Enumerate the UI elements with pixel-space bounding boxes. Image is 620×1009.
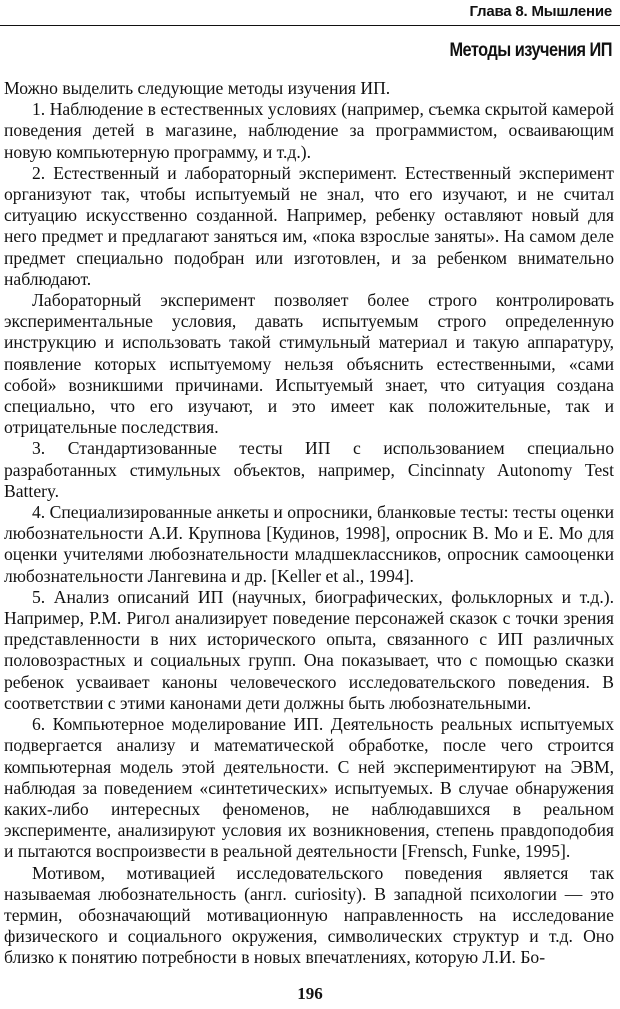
header-rule [0, 25, 620, 26]
paragraph-method-6: 6. Компьютерное моделирование ИП. Деятельность реальных испытуемых подвергается анализу и математической обработке, после чего строится компьютерная модель этой деятельности. С ней экспериментируют на ЭВМ, наблюдая за поведением «синтетических» испытуемых. В случае обнаружения каких-либо интересных феноменов, не наблюдавшихся в реальном эксперименте, анализируют условия их возникновения, степень правдоподобия и пытаются воспроизвести в реальной деятельности [Frensch, Funke, 1995]. [4, 714, 614, 862]
body-text [4, 78, 614, 969]
running-head [0, 0, 620, 30]
paragraph-method-5: 5. Анализ описаний ИП (научных, биографических, фольклорных и т.д.). Например, Р.М. Ригол анализирует поведение персонажей сказок с точки зрения представленности в них исторического опыта, связанного с ИП различных половозрастных и социальных групп. Она показывает, что с помощью сказки ребенок усваивает каноны человеческого исследовательского поведения. В соответствии с этими канонами дети должны быть любознательными. [4, 586, 614, 713]
paragraph-lab-experiment: Лабораторный эксперимент позволяет более строго контролировать экспериментальные условия, давать испытуемым строго определенную инструкцию и использовать такой стимульный материал и такую аппаратуру, появление которых испытуемому нельзя объяснить естественными, «сами собой» возникшими причинами. Испытуемый знает, что ситуация создана специально, что его изучают, и это имеет как положительные, так и отрицательные последствия. [4, 290, 614, 438]
paragraph-method-4: 4. Специализированные анкеты и опросники, бланковые тесты: тесты оценки любознательности А.И. Крупнова [Кудинов, 1998], опросник В. Мо и Е. Мо для оценки учителями любознательности младшеклассников, опросник самооценки любознательности Лангевина и др. [Keller et al., 1994]. [4, 502, 614, 586]
paragraph-motivation: Мотивом, мотивацией исследовательского поведения является так называемая любознательность (англ. curiosity). В западной психологии — это термин, обозначающий мотивационную направленность на исследование физического и социального окружения, символических структур и т.д. Оно близко к понятию потребности в новых впечатлениях, которую Л.И. Бо- [4, 862, 614, 968]
running-title: Глава 8. Мышление [469, 3, 612, 20]
section-title: Методы изучения ИП [449, 40, 612, 61]
paragraph-method-1: 1. Наблюдение в естественных условиях (например, съемка скрытой камерой поведения детей в магазине, наблюдение за программистом, осваивающим новую компьютерную программу, и т.д.). [4, 99, 614, 162]
page-number: 196 [297, 984, 323, 1003]
paragraph-method-2: 2. Естественный и лабораторный эксперимент. Естественный эксперимент организуют так, чтобы испытуемый не знал, что его изучают, и не считал ситуацию искусственно созданной. Например, ребенку оставляют новый для него предмет и предлагают заняться им, «пока взрослые заняты». На самом деле предмет специально подобран или изготовлен, и за ребенком внимательно наблюдают. [4, 162, 614, 289]
paragraph-intro: Можно выделить следующие методы изучения ИП. [4, 78, 391, 98]
paragraph-method-3: 3. Стандартизованные тесты ИП с использованием специально разработанных стимульных объектов, например, Cincinnaty Autonomy Test Battery. [4, 438, 614, 501]
